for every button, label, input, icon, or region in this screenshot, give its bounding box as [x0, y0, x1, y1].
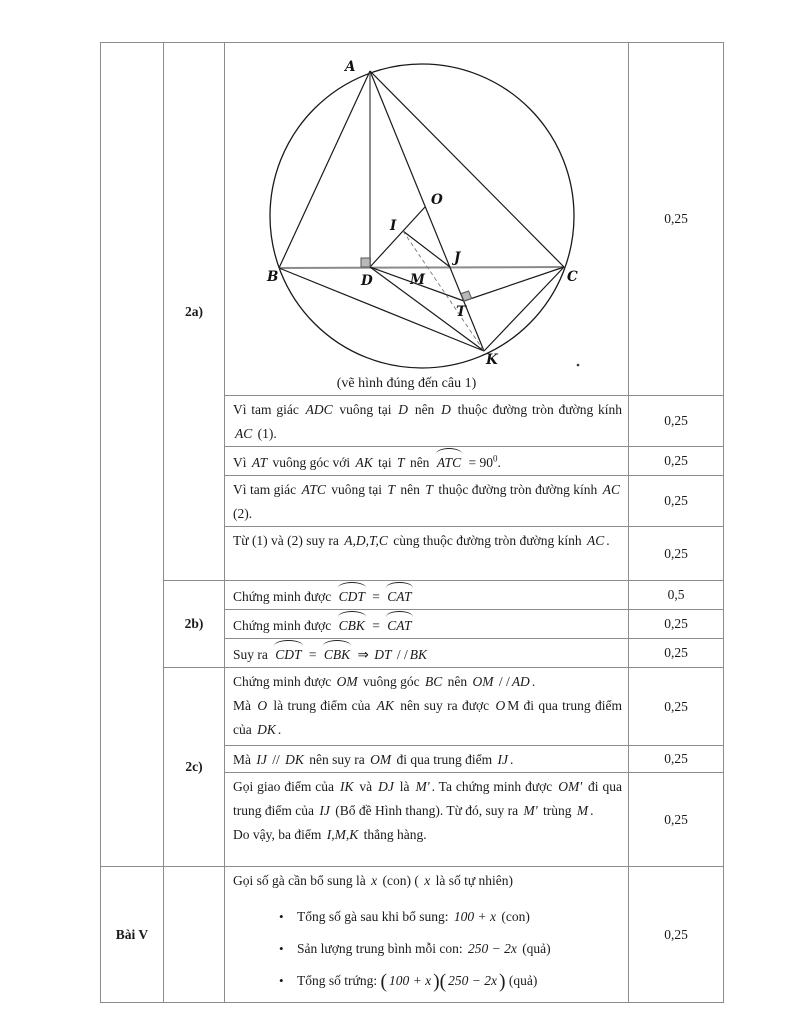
right-angle-marker-D: [361, 258, 370, 267]
score-cell: 0,25: [629, 43, 724, 396]
part-label-2a: 2a): [164, 43, 225, 581]
solution-text: [225, 867, 628, 992]
segment-AB: [279, 71, 370, 268]
solution-text: Vì tam giác ADC vuông tại D nên D thuộc đường tròn đường kính AC (1).: [233, 402, 622, 441]
score-cell: 0,25: [629, 527, 724, 581]
solution-text: Gọi giao điểm của IK và DJ là M' . Ta chứng minh được OM' đi qua trung điểm của IJ (Bổ đề Hình thang). Từ đó, suy ra M' trùng M . Do vậy, ba điểm I,M,K thẳng hàng.: [233, 779, 622, 842]
segment-AC: [370, 71, 564, 267]
solution-text: Chứng minh được CBK = CAT: [225, 610, 628, 638]
segment-IK-dashed: [403, 231, 484, 351]
table-row: [101, 581, 724, 610]
score-cell: 0,25: [629, 639, 724, 668]
point-label-K: K: [486, 352, 498, 368]
bullet-text: Sản lượng trung bình mỗi con: 250 − 2x (quả): [297, 941, 551, 956]
circumcircle: [270, 64, 574, 368]
segment-BC: [279, 267, 564, 268]
segment-DO: [370, 207, 425, 267]
bullet-text: Tổng số trứng: ( 100 + x )( 250 − 2x ) (quả): [297, 971, 538, 993]
exercise-label-baiV: Bài V: [101, 867, 164, 1003]
point-label-I: I: [390, 218, 397, 234]
score-cell: 0,25: [629, 773, 724, 867]
list-item: [279, 906, 622, 928]
figure-cell: [225, 43, 629, 396]
point-label-O: O: [431, 192, 443, 208]
point-label-A: A: [345, 59, 356, 75]
bullet-icon: •: [279, 941, 284, 956]
solution-text: Mà IJ // DK nên suy ra OM đi qua trung điểm IJ .: [233, 752, 514, 767]
table-row: [101, 668, 724, 746]
figure-caption: (vẽ hình đúng đến câu 1): [336, 376, 477, 391]
score-cell: 0,25: [629, 396, 724, 447]
bullet-icon: •: [279, 973, 284, 988]
geometry-figure-wrap: [225, 43, 629, 374]
point-label-M: M: [410, 272, 425, 288]
solution-text: Từ (1) và (2) suy ra A,D,T,C cùng thuộc đường tròn đường kính AC .: [233, 533, 610, 548]
solution-text: Vì AT vuông góc với AK tại T nên ATC = $90^0$.: [225, 447, 628, 475]
list-item: [279, 970, 622, 992]
stray-dot: [577, 364, 580, 367]
score-cell: 0,25: [629, 610, 724, 639]
score-cell: 0,5: [629, 581, 724, 610]
part-label-cell-empty: [164, 867, 225, 1003]
table-row: [101, 867, 724, 1003]
baiV-intro: Gọi số gà cần bổ sung là x (con) ( x là số tự nhiên): [233, 873, 514, 888]
segment-BK: [279, 268, 484, 351]
segment-CK: [484, 267, 564, 351]
solution-text: Vì tam giác ATC vuông tại T nên T thuộc đường tròn đường kính AC (2).: [233, 482, 620, 521]
score-cell: 0,25: [629, 867, 724, 1003]
part-label-2b: 2b): [164, 581, 225, 668]
table-row: [101, 43, 724, 396]
segment-CT: [464, 267, 564, 301]
part-label-2c: 2c): [164, 668, 225, 867]
solution-text: Chứng minh được CDT = CAT: [225, 581, 628, 609]
exercise-label-cell-empty: [101, 43, 164, 867]
score-cell: 0,25: [629, 746, 724, 773]
score-cell: 0,25: [629, 447, 724, 476]
bullet-icon: •: [279, 909, 284, 924]
baiV-bullet-list: [279, 906, 622, 992]
geometry-figure: [225, 43, 629, 374]
point-label-C: C: [567, 269, 578, 285]
point-label-B: B: [267, 269, 279, 285]
point-label-D: D: [361, 273, 373, 289]
score-cell: 0,25: [629, 476, 724, 527]
point-label-T: T: [456, 304, 467, 320]
solution-text: Suy ra CDT = CBK ⇒ DT / / BK: [225, 639, 628, 667]
solution-text: Chứng minh được OM vuông góc BC nên OM / / AD . Mà O là trung điểm của AK nên suy ra được O M đi qua trung điểm của DK .: [233, 674, 622, 737]
answer-key-table: [100, 42, 724, 1003]
bullet-text: Tổng số gà sau khi bổ sung: 100 + x (con): [297, 909, 530, 924]
list-item: [279, 938, 622, 960]
point-label-J: J: [454, 250, 461, 266]
score-cell: 0,25: [629, 668, 724, 746]
